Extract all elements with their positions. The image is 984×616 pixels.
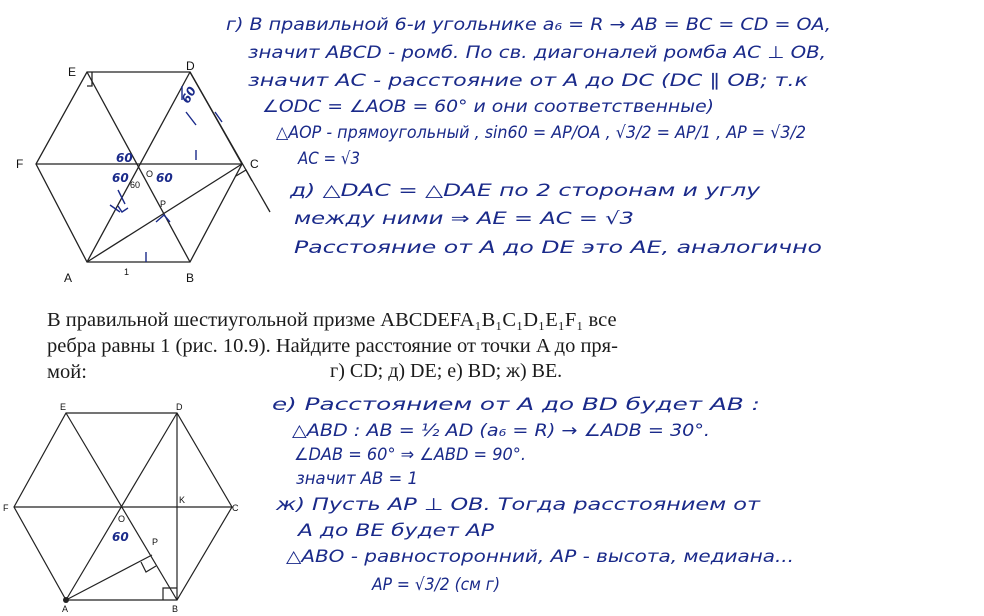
vertex-d-bottom: D [176, 402, 183, 412]
point-p-top: P [160, 199, 167, 209]
angle-label-4: 60 [156, 171, 173, 185]
problem-options: г) CD; д) DE; е) BD; ж) BE. [330, 360, 563, 382]
note-top-line-7: д) △DAC = △DAE по 2 сторонам и углу [288, 181, 762, 201]
angle-label-3: 60 [112, 171, 129, 185]
vertex-b-bottom: B [172, 604, 179, 614]
center-o-bottom: O [118, 514, 126, 524]
angle-label-1: 60 [178, 84, 200, 106]
note-bottom-line-3: ∠DAB = 60° ⇒ ∠ABD = 90°. [294, 445, 526, 465]
vertex-c-bottom: C [232, 503, 239, 513]
problem-line-1: В правильной шестиугольной призме ABCDEFA₁B₁C₁D₁E₁F₁ все [47, 309, 617, 331]
point-p-bottom: P [152, 537, 159, 547]
note-bottom-line-2: △ABD : AB = ½ AD (a₆ = R) → ∠ADB = 30°. [292, 421, 710, 441]
note-bottom-line-1: е) Расстоянием от A до BD будет AB : [272, 395, 760, 415]
vertex-f-bottom: F [3, 503, 9, 513]
note-bottom-line-5: ж) Пусть AP ⊥ OB. Тогда расстоянием от [274, 495, 762, 515]
note-bottom-line-8: AP = √3/2 (см г) [371, 575, 500, 595]
problem-line-2: ребра равны 1 (рис. 10.9). Найдите расстояние от точки A до пря- [47, 335, 618, 357]
side-length-label: 1 [124, 267, 130, 277]
angle-label-5: 60 [130, 180, 141, 190]
vertex-b-top: B [186, 271, 195, 285]
angle-label-bottom: 60 [112, 530, 129, 544]
note-bottom-line-6: A до BE будет AP [296, 521, 495, 541]
angle-label-2: 60 [116, 151, 133, 165]
note-top-line-4: ∠ODC = ∠AOB = 60° и они соответственные) [262, 97, 714, 117]
note-bottom-line-4: значит AB = 1 [296, 469, 418, 489]
center-o-top: O [146, 169, 154, 179]
note-top-line-6: AC = √3 [297, 149, 360, 169]
vertex-a-bottom: A [62, 604, 69, 614]
note-top-line-2: значит ABCD - ромб. По св. диагоналей ромба AC ⊥ OB, [248, 43, 826, 63]
vertex-a-top: A [64, 271, 73, 285]
point-k-bottom: K [179, 495, 186, 505]
vertex-d-top: D [186, 59, 195, 73]
vertex-c-top: C [250, 157, 259, 171]
vertex-e-bottom: E [60, 402, 67, 412]
vertex-f-top: F [16, 157, 24, 171]
note-top-line-3: значит AC - расстояние от A до DC (DC ∥ OB; т.к [248, 71, 809, 91]
note-top-line-1: г) В правильной 6-и угольнике a₆ = R → AB = BC = CD = OA, [226, 15, 831, 35]
problem-line-3: мой: [47, 361, 87, 383]
note-top-line-5: △AOP - прямоугольный , sin60 = AP/OA , √3/2 = AP/1 , AP = √3/2 [276, 123, 806, 143]
note-top-line-9: Расстояние от A до DE это AE, аналогично [294, 238, 822, 258]
note-top-line-8: между ними ⇒ AE = AC = √3 [294, 209, 634, 229]
vertex-e-top: E [68, 65, 77, 79]
note-bottom-line-7: △ABO - равносторонний, AP - высота, медиана... [286, 547, 794, 567]
